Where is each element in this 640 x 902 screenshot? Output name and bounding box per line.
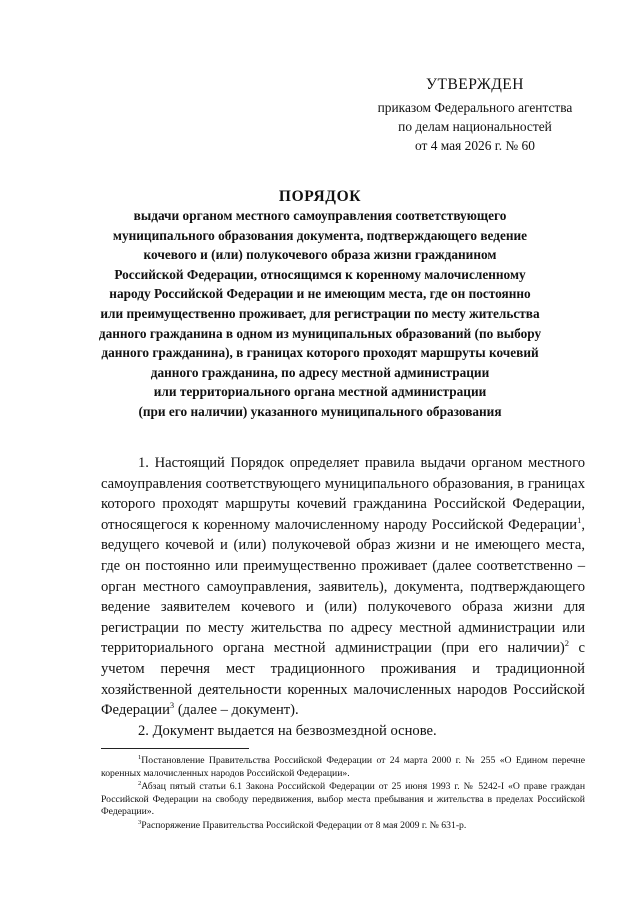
footnote-ref-3: 3 (169, 700, 175, 711)
approval-line-3: от 4 мая 2026 г. № 60 (415, 138, 535, 153)
paragraph-1 (101, 453, 585, 721)
footnote-2 (101, 781, 585, 819)
approval-line-2: по делам национальностей (398, 119, 552, 134)
paragraph-1-part-4: (далее – документ). (174, 702, 299, 719)
footnote-separator (101, 748, 249, 749)
paragraph-1-part-2: , ведущего кочевой и (или) полукочевой образ жизни и не имеющего места, где он постоянно или преимущественно проживает (далее соответственно – орган местного самоуправления, заявитель), документа, подтверждающего ведение заявителем кочевого и (или) полукочевого образа жизни для регистрации по месту жительства по адресу местной администрации или территориального органа местной администрации (при его наличии) (101, 516, 585, 657)
footnotes (101, 755, 585, 834)
subtitle-line: народу Российской Федерации и не имеющим места, где он постоянно (109, 286, 531, 302)
footnote-3 (101, 820, 585, 833)
footnote-ref-1: 1 (577, 514, 582, 525)
footnote-2-number: 2 (138, 780, 142, 788)
subtitle-line: муниципального образования документа, подтверждающего ведение (112, 227, 528, 243)
document-title: ПОРЯДОК (278, 188, 362, 205)
subtitle-line: данного гражданина, по адресу местной администрации (150, 364, 490, 380)
footnote-3-number: 3 (138, 818, 142, 826)
approval-heading: УТВЕРЖДЕН (426, 76, 524, 93)
footnote-1-text: Постановление Правительства Российской Федерации от 24 марта 2000 г. № 255 «О Едином перечне коренных малочисленных народов Российской Федерации». (101, 755, 585, 779)
paragraph-1-part-3: с учетом перечня мест традиционного проживания и традиционной хозяйственной деятельности коренных малочисленных народов Российской Федерации (101, 640, 585, 719)
subtitle-line: Российской Федерации, относящимся к коренному малочисленному (114, 266, 526, 282)
paragraph-2: 2. Документ выдается на безвозмездной основе. (138, 722, 437, 739)
footnote-2-text: Абзац пятый статьи 6.1 Закона Российской Федерации от 25 июня 1993 г. № 5242-I «О праве граждан Российской Федерации на свободу передвижения, выбор места пребывания и жительства в пределах Российской Федерации». (101, 781, 585, 818)
footnote-1-number: 1 (138, 754, 142, 761)
subtitle-line: данного гражданина в одном из муниципальных образований (по выбору (98, 325, 542, 341)
document-subtitle (70, 206, 570, 422)
footnote-1 (101, 755, 585, 780)
approval-line-1: приказом Федерального агентства (377, 100, 573, 115)
footnote-3-text: Распоряжение Правительства Российской Федерации от 8 мая 2009 г. № 631-р. (141, 819, 467, 831)
paragraph-1-part-1: 1. Настоящий Порядок определяет правила выдачи органом местного самоуправления соответствующего муниципального образования, в границах которого проходят маршруты кочевий гражданина Российской Федерации, относящегося к коренному малочисленному народу Российской Федерации (101, 455, 585, 533)
subtitle-line: или преимущественно проживает, для регистрации по месту жительства (100, 305, 540, 321)
subtitle-line: данного гражданина), в границах которого проходят маршруты кочевий (101, 345, 539, 361)
subtitle-line: (при его наличии) указанного муниципального образования (138, 403, 502, 419)
subtitle-line: кочевого и (или) полукочевого образа жизни гражданином (143, 247, 497, 263)
footnote-ref-2: 2 (564, 638, 570, 649)
approval-stamp (330, 74, 620, 155)
subtitle-line: выдачи органом местного самоуправления соответствующего (133, 208, 507, 223)
document-body (101, 453, 585, 741)
subtitle-line: или территориального органа местной администрации (153, 384, 487, 400)
